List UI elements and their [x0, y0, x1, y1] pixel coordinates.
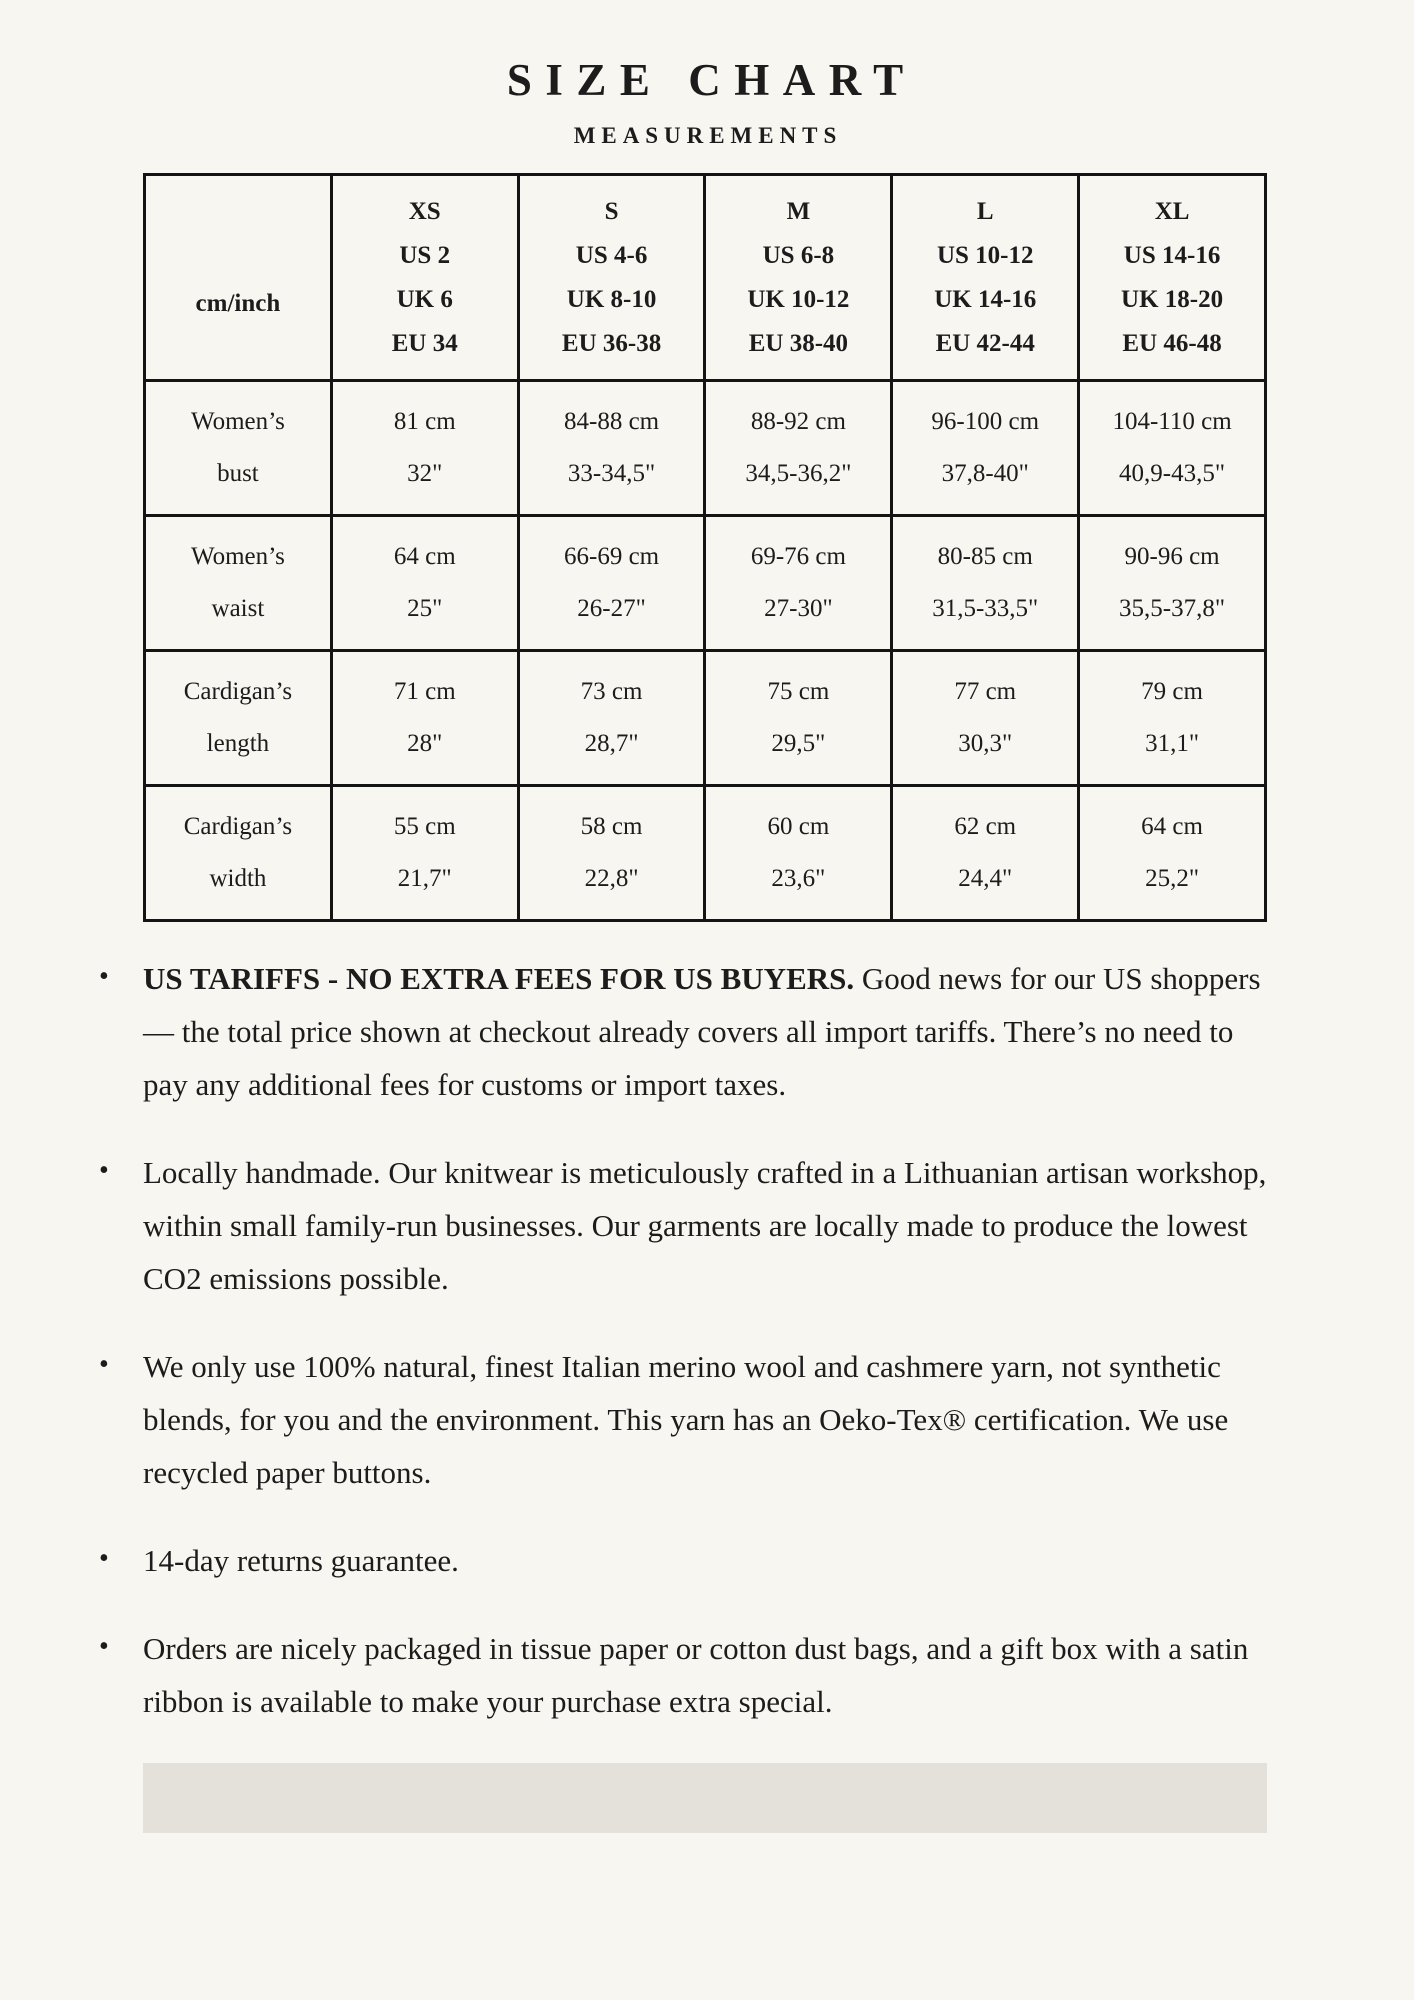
page-title: SIZE CHART	[506, 55, 917, 105]
unit-label: cm/inch	[195, 289, 281, 317]
cm-value: 79 cm	[1141, 678, 1203, 705]
bullet-icon: •	[99, 961, 109, 992]
bullet-icon: •	[99, 1155, 109, 1186]
bullet-icon: •	[99, 1543, 109, 1574]
inch-value: 29,5"	[771, 730, 826, 757]
size-chart-table-body	[145, 381, 1266, 921]
size-col-m	[705, 175, 892, 381]
inch-value: 32"	[407, 460, 443, 487]
note-text: Locally handmade. Our knitwear is meticulously crafted in a Lithuanian artisan workshop, within small family-run businesses. Our garments are locally made to produce the lowest CO2 emissions possible.	[143, 1155, 1267, 1296]
measurement-cell	[1079, 786, 1266, 921]
cm-value: 58 cm	[580, 813, 643, 840]
table-row-cardigans-length	[145, 651, 1266, 786]
inch-value: 37,8-40"	[941, 460, 1029, 487]
size-eu: EU 42-44	[935, 329, 1035, 357]
cm-value: 66-69 cm	[564, 543, 660, 570]
inch-value: 30,3"	[958, 730, 1013, 757]
cm-value: 88-92 cm	[750, 408, 846, 435]
product-notes-list	[99, 952, 1267, 1728]
table-row-womens-bust	[145, 381, 1266, 516]
list-item-natural-yarn	[99, 1340, 1267, 1499]
size-uk: UK 10-12	[747, 285, 850, 313]
inch-value: 27-30"	[764, 595, 833, 622]
measurement-cell	[892, 381, 1079, 516]
table-row-womens-waist	[145, 516, 1266, 651]
cm-value: 60 cm	[767, 813, 830, 840]
bullet-icon: •	[99, 1631, 109, 1662]
row-label	[145, 786, 332, 921]
size-us: US 14-16	[1123, 241, 1221, 269]
list-item-us-tariffs	[99, 952, 1267, 1111]
inch-value: 35,5-37,8"	[1119, 595, 1226, 622]
measurement-cell	[892, 651, 1079, 786]
note-text: Orders are nicely packaged in tissue paper or cotton dust bags, and a gift box with a satin ribbon is available to make your purchase extra special.	[143, 1631, 1249, 1719]
inch-value: 25,2"	[1145, 865, 1200, 892]
inch-value: 24,4"	[958, 865, 1013, 892]
inch-value: 25"	[407, 595, 443, 622]
cm-value: 90-96 cm	[1124, 543, 1220, 570]
corner-cell-unit-label	[145, 175, 332, 381]
size-us: US 10-12	[936, 241, 1034, 269]
size-col-s	[518, 175, 705, 381]
measurement-cell	[892, 786, 1079, 921]
cm-value: 62 cm	[954, 813, 1017, 840]
measurement-cell	[518, 516, 705, 651]
size-uk: UK 14-16	[934, 285, 1037, 313]
row-label-line: Women’s	[191, 408, 285, 435]
measurement-cell	[331, 651, 518, 786]
row-label-line: Cardigan’s	[183, 678, 293, 705]
inch-value: 34,5-36,2"	[745, 460, 852, 487]
size-uk: UK 6	[396, 285, 453, 313]
list-item-returns-guarantee	[99, 1534, 1267, 1587]
bullet-icon: •	[99, 1349, 109, 1380]
cm-value: 75 cm	[767, 678, 830, 705]
measurement-cell	[518, 786, 705, 921]
inch-value: 33-34,5"	[567, 460, 656, 487]
cm-value: 73 cm	[580, 678, 643, 705]
row-label-line: length	[206, 730, 270, 757]
size-us: US 2	[399, 241, 451, 269]
note-text: 14-day returns guarantee.	[143, 1543, 459, 1578]
measurement-cell	[331, 381, 518, 516]
measurement-cell	[892, 516, 1079, 651]
cm-value: 64 cm	[1141, 813, 1203, 840]
size-name: L	[976, 197, 994, 225]
size-name: S	[604, 197, 619, 225]
inch-value: 21,7"	[397, 865, 452, 892]
size-col-xl	[1079, 175, 1266, 381]
cm-value: 84-88 cm	[564, 408, 660, 435]
note-lead-text: US TARIFFS - NO EXTRA FEES FOR US BUYERS.	[143, 961, 855, 996]
size-uk: UK 18-20	[1121, 285, 1224, 313]
size-eu: EU 34	[391, 329, 458, 357]
row-label	[145, 516, 332, 651]
cm-value: 64 cm	[393, 543, 456, 570]
row-label-line: waist	[211, 595, 265, 622]
list-item-locally-handmade	[99, 1146, 1267, 1305]
row-label-line: width	[209, 865, 267, 892]
row-label-line: Cardigan’s	[183, 813, 293, 840]
measurement-cell	[518, 381, 705, 516]
size-us: US 4-6	[575, 241, 648, 269]
inch-value: 22,8"	[584, 865, 639, 892]
size-us: US 6-8	[762, 241, 835, 269]
cm-value: 96-100 cm	[931, 408, 1040, 435]
row-label-line: bust	[217, 460, 259, 487]
size-col-l	[892, 175, 1079, 381]
measurement-cell	[1079, 381, 1266, 516]
cm-value: 69-76 cm	[750, 543, 846, 570]
size-eu: EU 38-40	[748, 329, 849, 357]
size-uk: UK 8-10	[566, 285, 657, 313]
measurement-cell	[331, 516, 518, 651]
size-chart-table-header	[145, 175, 1266, 381]
measurement-cell	[1079, 516, 1266, 651]
measurement-cell	[705, 381, 892, 516]
size-name: XS	[408, 197, 441, 225]
measurement-cell	[705, 786, 892, 921]
inch-value: 40,9-43,5"	[1119, 460, 1226, 487]
cm-value: 55 cm	[393, 813, 456, 840]
cm-value: 104-110 cm	[1112, 408, 1232, 435]
measurement-cell	[518, 651, 705, 786]
cm-value: 71 cm	[393, 678, 456, 705]
measurement-cell	[705, 651, 892, 786]
inch-value: 31,5-33,5"	[932, 595, 1039, 622]
size-name: M	[786, 197, 811, 225]
cm-value: 81 cm	[393, 408, 456, 435]
header-row	[145, 175, 1266, 381]
cm-value: 80-85 cm	[937, 543, 1033, 570]
note-text: We only use 100% natural, finest Italian merino wool and cashmere yarn, not synthetic blends, for you and the environment. This yarn has an Oeko-Tex® certification. We use recycled paper buttons.	[143, 1349, 1229, 1490]
inch-value: 28"	[407, 730, 443, 757]
cm-value: 77 cm	[954, 678, 1017, 705]
inch-value: 28,7"	[584, 730, 639, 757]
measurement-cell	[1079, 651, 1266, 786]
page-subtitle: MEASUREMENTS	[573, 123, 843, 148]
inch-value: 31,1"	[1145, 730, 1200, 757]
inch-value: 26-27"	[577, 595, 646, 622]
size-eu: EU 46-48	[1122, 329, 1222, 357]
size-chart-table	[143, 173, 1267, 922]
measurement-cell	[331, 786, 518, 921]
size-col-xs	[331, 175, 518, 381]
measurement-cell	[705, 516, 892, 651]
row-label	[145, 651, 332, 786]
size-eu: EU 36-38	[561, 329, 662, 357]
row-label	[145, 381, 332, 516]
bottom-section-bar	[143, 1763, 1267, 1833]
table-row-cardigans-width	[145, 786, 1266, 921]
inch-value: 23,6"	[771, 865, 826, 892]
note-text: Good news for our US shoppers — the total price shown at checkout already covers all import tariffs. There’s no need to pay any additional fees for customs or import taxes.	[143, 961, 1261, 1102]
size-name: XL	[1154, 197, 1190, 225]
row-label-line: Women’s	[191, 543, 285, 570]
list-item-packaging	[99, 1622, 1267, 1728]
